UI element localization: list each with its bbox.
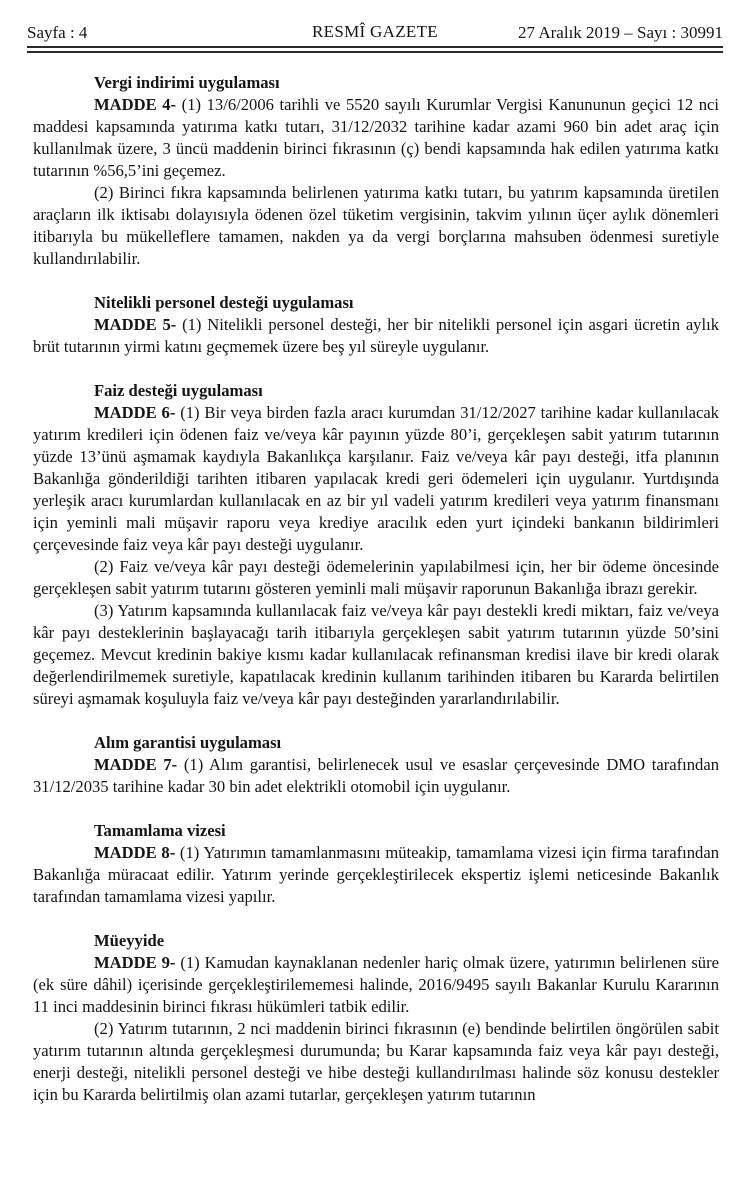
paragraph-text: (2) Yatırım tutarının, 2 nci maddenin birinci fıkrasının (e) bendinde belirtilen öngörülen sabit yatırım tutarının altında gerçekleşmesi durumunda; bu Karar kapsamında faiz veya kâr payı desteği, enerji desteği, nitelikli personel desteği ve hibe desteği kullandırılması halinde söz konusu destekler için bu Kararda belirtilmiş olan azami tutarlar, gerçekleşen yatırım tutarının	[33, 1019, 719, 1104]
madde-label: MADDE 9-	[94, 953, 176, 972]
paragraph	[33, 314, 719, 358]
paragraph	[33, 952, 719, 1018]
section-faiz-destegi	[33, 380, 719, 710]
paragraph-text: (1) Bir veya birden fazla aracı kurumdan 31/12/2027 tarihine kadar kullanılacak yatırım kredileri için ödenen faiz ve/veya kâr payının yüzde 80’i, gerçekleşen sabit yatırım tutarının yüzde 13’ünü aşmamak kaydıyla Bakanlıkça karşılanır. Faiz ve/veya kâr payı desteği, itfa planının Bakanlığa gönderildiği tarihten itibaren yapılacak kredi geri ödemeleri için uygulanır. Yurtdışında yerleşik aracı kurumlardan kullanılacak en az bir yıl vadeli yatırım kredileri veya yatırım finansmanı için yeminli mali müşavir raporu veya krediye aracılık eden yurt içindeki bankanın bildirimleri çerçevesinde faiz veya kâr payı desteği uygulanır.	[33, 403, 719, 554]
paragraph-text: (1) Alım garantisi, belirlenecek usul ve esaslar çerçevesinde DMO tarafından 31/12/2035 tarihine kadar 30 bin adet elektrikli otomobil için uygulanır.	[33, 755, 719, 796]
section-heading: Faiz desteği uygulaması	[94, 381, 263, 400]
madde-label: MADDE 7-	[94, 755, 178, 774]
section-heading: Vergi indirimi uygulaması	[94, 73, 280, 92]
paragraph-text: (3) Yatırım kapsamında kullanılacak faiz ve/veya kâr payı destekli kredi miktarı, faiz ve/veya kâr payı desteklerinin başlayacağı tarih itibarıyla gerçekleşen sabit yatırım tutarının yüzde 50’sini geçemez. Mevcut kredinin bakiye kısmı kadar kullanılacak refinansman kredisi ilave bir kredi olarak değerlendirilmemek suretiyle, kapatılacak kredinin kullanım tarihinden itibaren bu Kararda belirtilen süreyi aşmamak koşuluyla faiz ve/veya kâr payı desteğinden yararlandırılabilir.	[33, 601, 719, 708]
paragraph	[33, 842, 719, 908]
paragraph-text: (1) 13/6/2006 tarihli ve 5520 sayılı Kurumlar Vergisi Kanununun geçici 12 nci maddesi kapsamında yatırıma katkı tutarı, 31/12/2032 tarihine kadar azami 960 bin adet araç için kullanılmak üzere, 3 üncü maddenin birinci fıkrasının (ç) bendi kapsamında hak edilen yatırıma katkı tutarının %56,5’ini geçemez.	[33, 95, 719, 180]
issue-info: 27 Aralık 2019 – Sayı : 30991	[518, 23, 723, 42]
page-number: Sayfa : 4	[27, 23, 88, 42]
paragraph-text: (1) Kamudan kaynaklanan nedenler hariç olmak üzere, yatırımın belirlenen süre (ek süre dâhil) içerisinde gerçekleştirilememesi halinde, 2016/9495 sayılı Bakanlar Kurulu Kararının 11 inci maddesinin birinci fıkrası hükümleri tatbik edilir.	[33, 953, 719, 1016]
gazette-title: RESMÎ GAZETE	[312, 22, 438, 41]
header-double-rule	[27, 46, 723, 53]
madde-label: MADDE 8-	[94, 843, 176, 862]
page-header	[0, 0, 750, 44]
section-heading: Müeyyide	[94, 931, 165, 950]
paragraph	[33, 754, 719, 798]
section-alim-garantisi	[33, 732, 719, 798]
section-mueyyide	[33, 930, 719, 1106]
section-nitelikli-personel	[33, 292, 719, 358]
paragraph-text: (1) Nitelikli personel desteği, her bir nitelikli personel için asgari ücretin aylık brüt tutarının yirmi katını geçmemek üzere beş yıl süreyle uygulanır.	[33, 315, 719, 356]
paragraph	[33, 556, 719, 600]
madde-label: MADDE 6-	[94, 403, 176, 422]
paragraph-text: (2) Birinci fıkra kapsamında belirlenen yatırıma katkı tutarı, bu yatırım kapsamında üretilen araçların ilk iktisabı dolayısıyla ödenen özel tüketim vergisinin, takvim yılının üçer aylık dönemleri itibarıyla bu mükelleflere tamamen, nakden ya da vergi borçlarına mahsuben ödenmesi suretiyle kullandırılabilir.	[33, 183, 719, 268]
madde-label: MADDE 4-	[94, 95, 177, 114]
paragraph-text: (1) Yatırımın tamamlanmasını müteakip, tamamlama vizesi için firma tarafından Bakanlığa müracaat edilir. Yatırım yerinde gerçekleştirilecek ekspertiz işlemi neticesinde Bakanlık tarafından tamamlama vizesi yapılır.	[33, 843, 719, 906]
document-body	[0, 53, 750, 1106]
paragraph	[33, 1018, 719, 1106]
section-heading: Alım garantisi uygulaması	[94, 733, 282, 752]
section-tamamlama-vizesi	[33, 820, 719, 908]
paragraph	[33, 94, 719, 182]
paragraph-text: (2) Faiz ve/veya kâr payı desteği ödemelerinin yapılabilmesi için, her bir ödeme öncesinde gerçekleşen sabit yatırım tutarını gösteren yeminli mali müşavir raporunun Bakanlığa ibrazı gerekir.	[33, 557, 719, 598]
paragraph	[33, 600, 719, 710]
paragraph	[33, 402, 719, 556]
section-heading: Nitelikli personel desteği uygulaması	[94, 293, 354, 312]
section-heading: Tamamlama vizesi	[94, 821, 226, 840]
madde-label: MADDE 5-	[94, 315, 177, 334]
section-vergi-indirimi	[33, 72, 719, 270]
paragraph	[33, 182, 719, 270]
